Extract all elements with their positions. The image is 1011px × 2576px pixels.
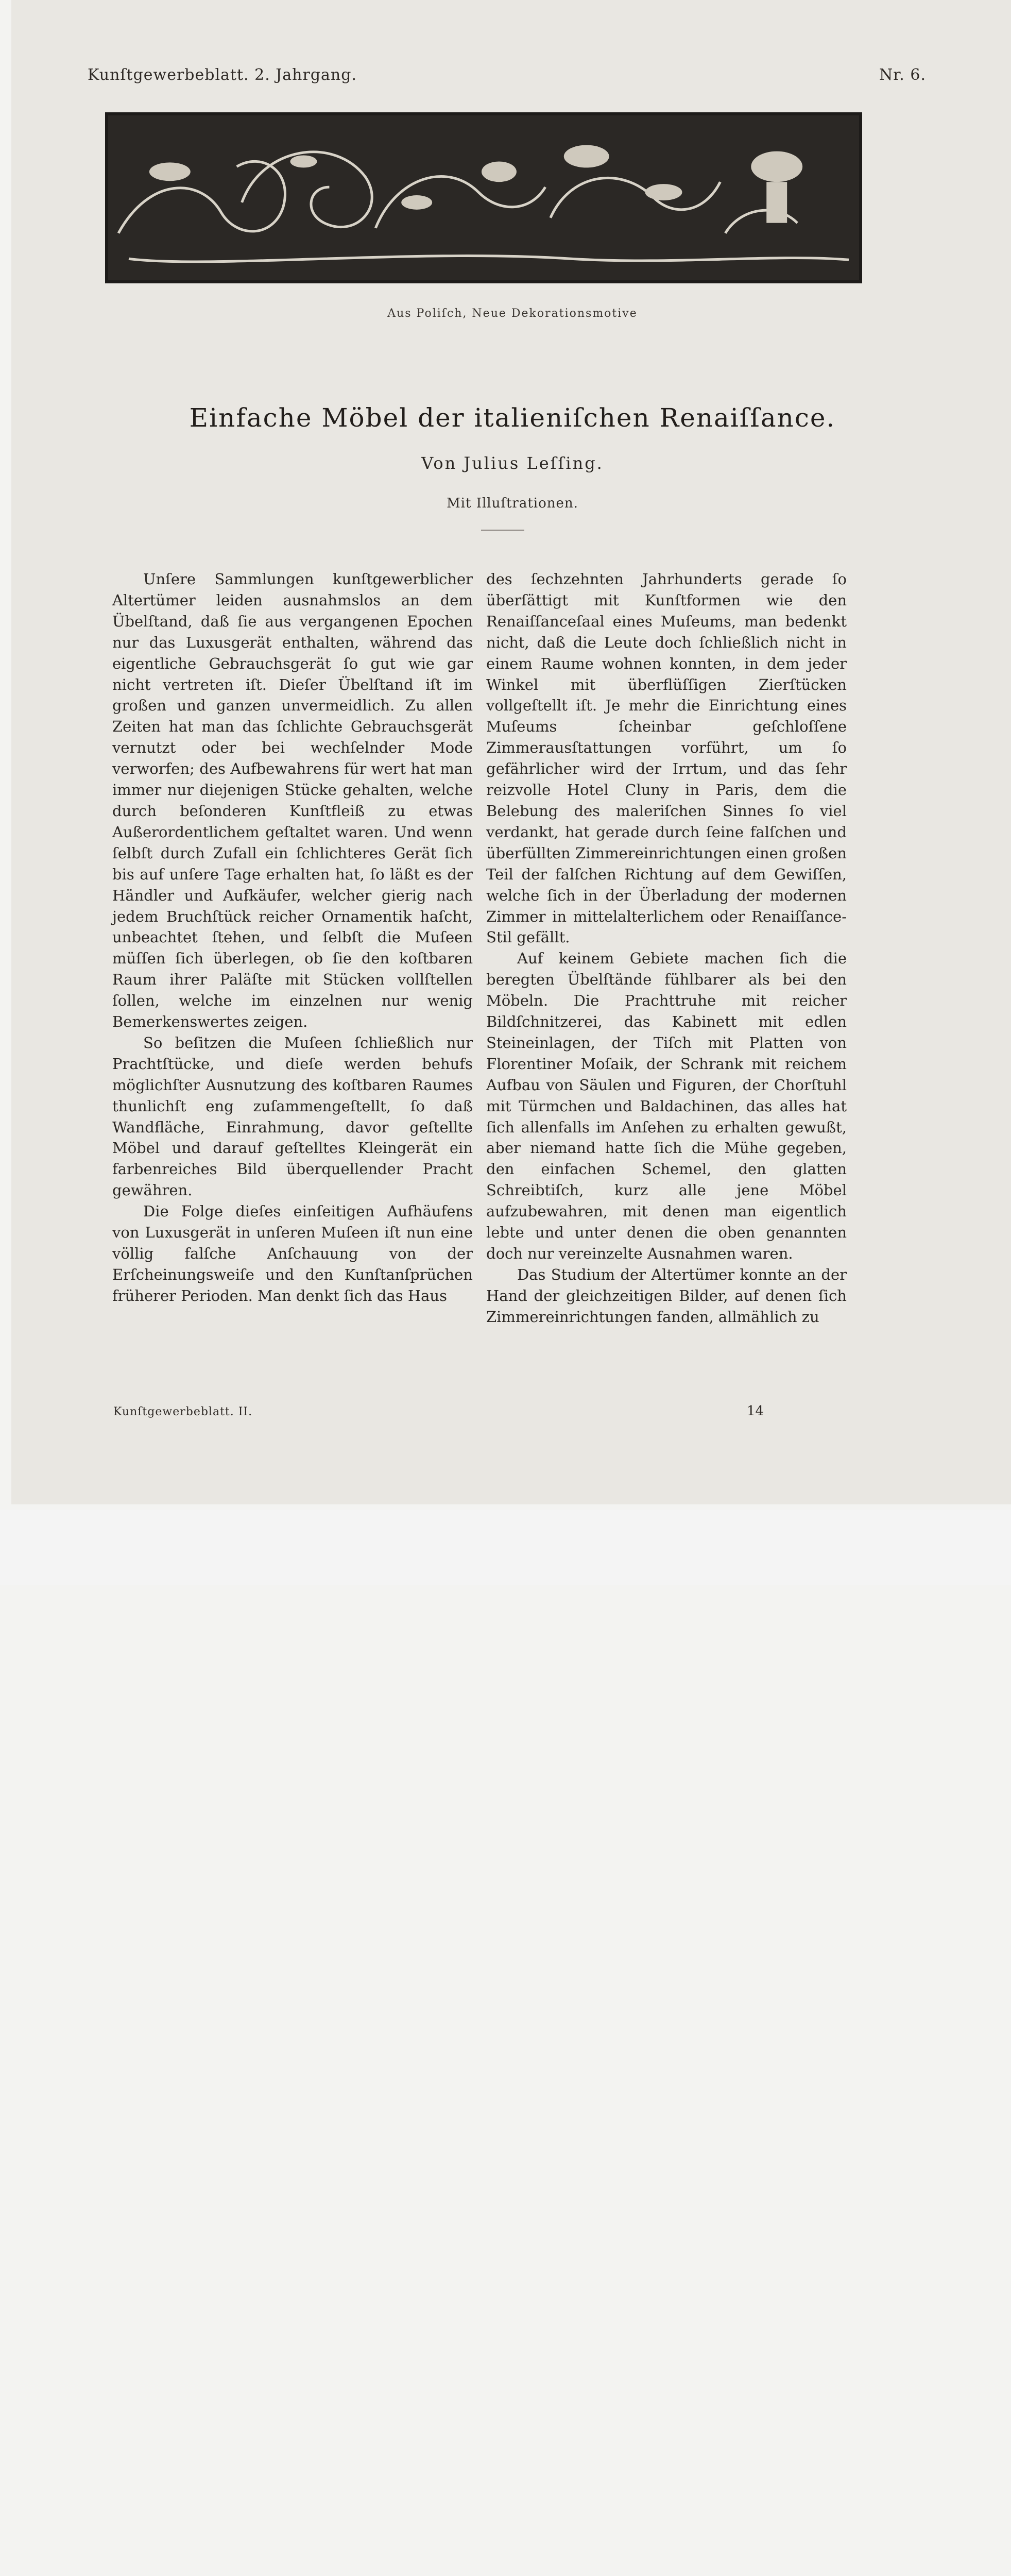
paragraph: So beſitzen die Muſeen ſchließlich nur Prachtſtücke, und dieſe werden behufs möglichſter Ausnutzung des koſtbaren Raumes thunlichſt eng zuſammengeſtellt, ſo daß Wandfläche, Einrahmung, davor geſtellte Möbel und darauf geſtelltes Kleingerät ein farbenreiches Bild überquellender Pracht gewähren.	[112, 1033, 473, 1199]
paragraph: Auf keinem Gebiete machen ſich die beregten Übelſtände fühlbarer als bei den Möbeln. Die Prachttruhe mit reicher Bildſchnitzerei, das Kabinett mit edlen Steineinlagen, der Tiſch mit Platten von Florentiner Moſaik, der Schrank mit reichem Aufbau von Säulen und Figuren, der Chorſtuhl mit Türmchen und Baldachinen, das alles hat ſich allenfalls im Anſehen zu erhalten gewußt, aber niemand hatte ſich die Mühe gegeben, den einfachen Schemel, den glatten Schreibtiſch, kurz alle jene Möbel aufzubewahren, mit denen man eigentlich lebte und unter denen die oben genannten doch nur vereinzelte Ausnahmen waren.	[486, 950, 847, 1262]
paragraph: des ſechzehnten Jahrhunderts gerade ſo überſättigt mit Kunſtformen wie den Renaiſſanceſaal eines Muſeums, man bedenkt nicht, daß die Leute doch ſchließlich nicht in einem Raume wohnen konnten, in dem jeder Winkel mit überflüſſigen Zierſtücken vollgeſtellt iſt. Je mehr die Einrichtung eines Muſeums ſcheinbar geſchloſſene Zimmerausſtattungen vorführt, um ſo gefährlicher wird der Irrtum, und das ſehr reizvolle Hotel Cluny in Paris, dem die Belebung des maleriſchen Sinnes ſo viel verdankt, hat gerade durch ſeine falſchen und überfüllten Zimmereinrichtungen einen großen Teil der falſchen Richtung auf dem Gewiſſen, welche ſich in der Überladung der modernen Zimmer in mittelalterlichem oder Renaiſſance-Stil gefällt.	[486, 570, 847, 946]
digitization-bar	[0, 1510, 1011, 1585]
paragraph: Die Folge dieſes einſeitigen Aufhäufens von Luxusgerät in unſeren Muſeen iſt nun eine völlig falſche Anſchauung von der Erſcheinungsweiſe und den Kunſtanſprüchen früherer Perioden. Man denkt ſich das Haus	[112, 1202, 473, 1304]
article-author: Von Julius Leſſing.	[421, 453, 604, 473]
title-divider	[481, 530, 524, 531]
text-column-right	[486, 569, 847, 1328]
ornamental-frieze-illustration	[105, 112, 862, 283]
paragraph: Unſere Sammlungen kunſtgewerblicher Altertümer leiden ausnahmslos an dem Übelſtand, daß ſie aus vergangenen Epochen nur das Luxusgerät enthalten, während das eigentliche Gebrauchsgerät ſo gut wie gar nicht vertreten iſt. Dieſer Übelſtand iſt im großen und ganzen unvermeidlich. Zu allen Zeiten hat man das ſchlichte Gebrauchsgerät vernutzt oder bei wechſelnder Mode verworfen; des Aufbewahrens für wert hat man immer nur diejenigen Stücke gehalten, welche durch beſonderen Kunſtfleiß zu etwas Außerordentlichem geſtaltet waren. Und wenn ſelbſt durch Zufall ein ſchlichteres Gerät ſich bis auf unſere Tage erhalten hat, ſo läßt es der Händler und Aufkäufer, welcher gierig nach jedem Bruchſtück reicher Ornamentik haſcht, unbeachtet ſtehen, und ſelbſt die Muſeen müſſen ſich überlegen, ob ſie den koſtbaren Raum ihrer Paläſte mit Stücken vollſtellen ſollen, welche im einzelnen nur wenig Bemerkenswertes zeigen.	[112, 570, 473, 1031]
article-note: Mit Illuſtrationen.	[447, 496, 578, 511]
figure-caption: Aus Poliſch, Neue Dekorationsmotive	[387, 307, 638, 320]
article-title: Einfache Möbel der italieniſchen Renaiſſance.	[189, 403, 836, 433]
frieze-ornament-drawing	[108, 115, 859, 280]
paragraph: Das Studium der Altertümer konnte an der Hand der gleichzeitigen Bilder, auf denen ſich Zimmereinrichtungen fanden, allmählich zu	[486, 1265, 847, 1326]
text-column-left	[112, 569, 473, 1307]
footer-journal: Kunſtgewerbeblatt. II.	[113, 1405, 253, 1418]
running-header-issue: Nr. 6.	[879, 66, 926, 84]
running-header-title: Kunſtgewerbeblatt. 2. Jahrgang.	[88, 66, 357, 84]
page-number: 14	[747, 1403, 764, 1419]
scanned-page	[11, 0, 1011, 1504]
